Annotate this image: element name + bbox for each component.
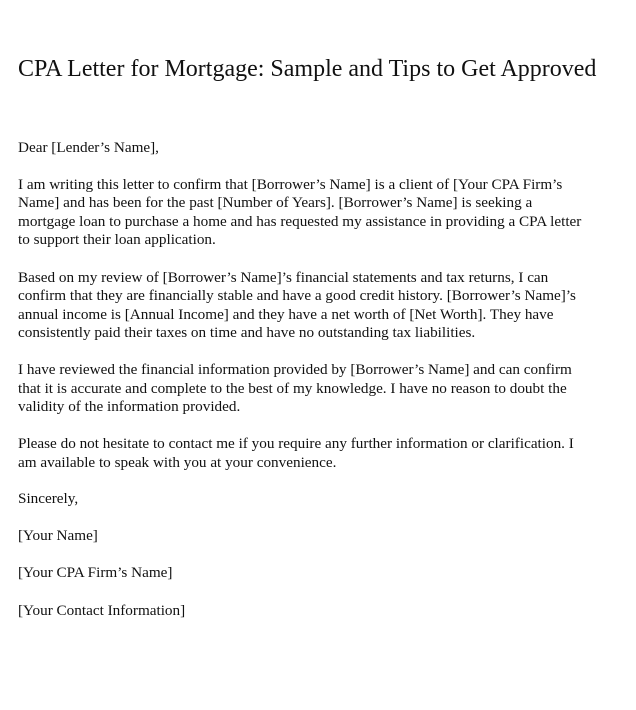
paragraph-2-line-3: annual income is [Annual Income] and they have a net worth of [Net Worth]. They have: [18, 306, 554, 323]
signature-name: [Your Name]: [18, 527, 98, 544]
paragraph-3-line-1: I have reviewed the financial information provided by [Borrower’s Name] and can confirm: [18, 361, 572, 378]
page-title: CPA Letter for Mortgage: Sample and Tips to Get Approved: [18, 56, 597, 82]
paragraph-2-line-1: Based on my review of [Borrower’s Name]’s financial statements and tax returns, I can: [18, 269, 549, 286]
paragraph-4-line-1: Please do not hesitate to contact me if you require any further information or clarification. I: [18, 435, 574, 452]
greeting: Dear [Lender’s Name],: [18, 139, 159, 156]
paragraph-4-line-2: am available to speak with you at your convenience.: [18, 454, 337, 471]
paragraph-1-line-2: Name] and has been for the past [Number of Years]. [Borrower’s Name] is seeking a: [18, 194, 533, 211]
paragraph-1-line-1: I am writing this letter to confirm that [Borrower’s Name] is a client of [Your CPA Firm’s: [18, 176, 563, 193]
paragraph-2-line-2: confirm that they are financially stable and have a good credit history. [Borrower’s Name]’s: [18, 287, 576, 304]
signature-firm: [Your CPA Firm’s Name]: [18, 564, 173, 581]
paragraph-3-line-2: that it is accurate and complete to the best of my knowledge. I have no reason to doubt the: [18, 380, 567, 397]
closing: Sincerely,: [18, 490, 79, 507]
paragraph-2-line-4: consistently paid their taxes on time and have no outstanding tax liabilities.: [18, 324, 476, 341]
signature-contact: [Your Contact Information]: [18, 602, 186, 619]
paragraph-1-line-3: mortgage loan to purchase a home and has requested my assistance in providing a CPA letter: [18, 213, 582, 230]
paragraph-1-line-4: to support their loan application.: [18, 231, 216, 248]
paragraph-3-line-3: validity of the information provided.: [18, 398, 241, 415]
